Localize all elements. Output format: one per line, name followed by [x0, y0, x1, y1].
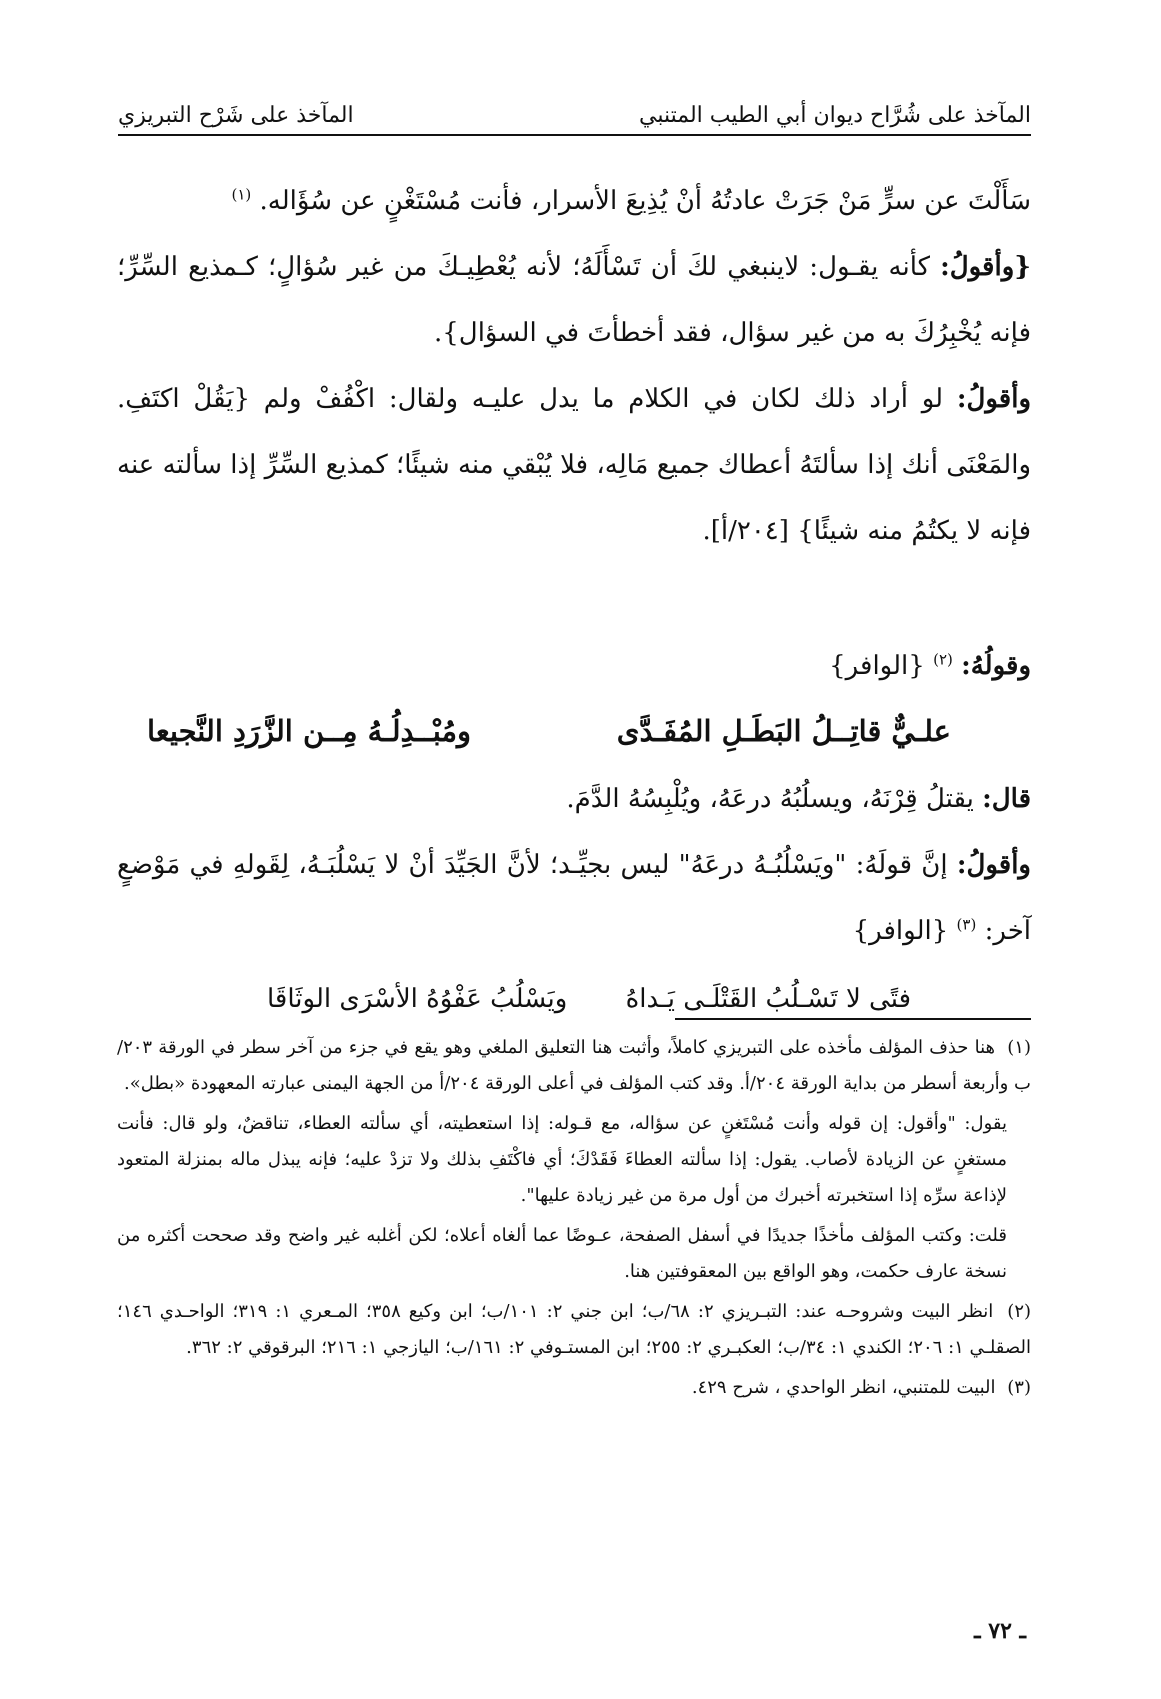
footnote-divider — [675, 1018, 1031, 1020]
footnote-1 — [117, 1030, 1031, 1102]
paragraph-5-lead: وأقولُ: — [956, 850, 1031, 880]
paragraph-4 — [117, 766, 1031, 832]
paragraph-4-text: يقتلُ قِرْنَهُ، ويسلُبُهُ درعَهُ، ويُلْبِسُهُ الدَّمَ. — [566, 784, 974, 814]
footnote-2-text: انظر البيت وشروحـه عند: التبـريزي ٢: ٦٨/ب؛ ابن جني ٢: ١٠١/ب؛ ابن وكيع ٣٥٨؛ المـعري ١: ٣١٩؛ الواحـدي ١٤٦؛ الصقلـي ١: ٢٠٦؛ الكندي ١: ٣٤/ب؛ العكبـري ٢: ٢٥٥؛ ابن المستـوفي ٢: ١٦١/ب؛ اليازجي ١: ٢١٦؛ البرقوقي ٢: ٣٦٢. — [117, 1301, 1031, 1358]
footnote-1-text: هنا حذف المؤلف مأخذه على التبريزي كاملاً، وأثبت هنا التعليق الملغي وهو يقع في جزء من آخر سطر في الورقة ٢٠٣/ب وأربعة أسطر من بداية الورقة ٢٠٤/أ. وقد كتب المؤلف في أعلى الورقة ٢٠٤/أ من الجهة اليمنى عبارته المعهودة «بطل». — [117, 1037, 1031, 1094]
paragraph-4-lead: قال: — [982, 784, 1031, 814]
footnote-3 — [117, 1370, 1031, 1406]
footnote-3-text: البيت للمتنبي، انظر الواحدي ، شرح ٤٢٩. — [691, 1377, 996, 1398]
paragraph-5-text: إنَّ قولَهُ: "ويَسْلُبُـهُ درعَهُ" ليس بجيِّـد؛ لأنَّ الجَيِّدَ أنْ لا يَسْلُبَـهُ، لِقَولهِ في مَوْضعٍ آخر: — [117, 850, 1031, 946]
footnote-1-note: قلت: وكتب المؤلف مأخذًا جديدًا في أسفل الصفحة، عـوضًا عما ألغاه أعلاه؛ لكن أغلبه غير واضح وقد صححت أكثره من نسخة عارف حكمت، وهو الواقع بين المعقوفتين هنا. — [117, 1225, 1007, 1282]
footnote-1-quote: يقول: "وأقول: إن قوله وأنت مُسْتَغنٍ عن سؤاله، مع قـوله: إذا استعطيته، أي سألته العطاء، تناقضٌ، ولو قال: فأنت مستغنٍ عن الزيادة لأصاب. يقول: إذا سألته العطاءَ فَقَدْكَ؛ أي فاكْتَفِ بذلك ولا تزدْ عليه؛ فإنه يبذل ماله بمنزلة المتعود لإذاعة سرِّه إذا استخبرته أخبرك من أول مرة من غير زيادة عليها". — [117, 1113, 1007, 1206]
main-text — [117, 168, 1031, 1034]
footnote-ref-2[interactable]: (٢) — [933, 650, 953, 669]
verse-intro — [117, 636, 1031, 696]
header-book-title: المآخذ على شُرَّاح ديوان أبي الطيب المتنبي — [639, 103, 1031, 128]
verse-intro-lead: وقولُهُ: — [961, 651, 1031, 681]
paragraph-3-lead: وأقولُ: — [956, 384, 1032, 414]
running-header — [118, 88, 1031, 128]
verse-meter-1: {الوافر} — [829, 651, 925, 681]
verse-meter-2: {الوافر} — [852, 916, 949, 946]
footnote-2 — [117, 1294, 1031, 1366]
page-number: ـ ٧٢ ـ — [974, 1618, 1026, 1644]
footnotes — [117, 1030, 1031, 1410]
section-gap — [117, 564, 1031, 636]
paragraph-5 — [117, 832, 1031, 964]
paragraph-2-lead: {وأقولُ: — [940, 252, 1031, 282]
verse-1-first-hemistich: علـيٌّ قاتِــلُ البَطَـلِ المُفَـدَّى — [616, 714, 951, 748]
paragraph-3 — [117, 366, 1031, 564]
paragraph-3-text: لو أراد ذلك لكان في الكلام ما يدل عليـه ولقال: اكْفُفْ ولم {يَقُلْ اكتَفِ. والمَعْنَى أنك إذا سألتَهُ أعطاك جميع مَالِه، فلا يُبْقي منه شيئًا؛ كمذيع السِّرِّ إذا سألته عنه فإنه لا يكتُمُ منه شيئًا} [٢٠٤/أ]. — [117, 384, 1031, 546]
verse-1-second-hemistich: ومُبْــدِلُـهُ مِــن الزَّرَدِ النَّجيعا — [147, 714, 472, 748]
header-divider — [118, 134, 1031, 136]
verse-line-2 — [117, 964, 1031, 1034]
paragraph-1-text: سَأَلْتَ عن سرٍّ مَنْ جَرَتْ عادتُهُ أنْ يُذِيعَ الأسرار، فأنت مُسْتَغْنٍ عن سُؤَاله. — [259, 186, 1031, 216]
paragraph-2-text: كأنه يقـول: لاينبغي لكَ أن تَسْأَلَهُ؛ لأنه يُعْطِيـكَ من غير سُؤالٍ؛ كـمذيع السِّرِّ؛ فإنه يُخْبِرُكَ به من غير سؤال، فقد أخطأتَ في السؤال}. — [117, 252, 1031, 348]
header-section-title: المآخذ على شَرْح التبريزي — [118, 103, 354, 128]
footnote-1-number: (١) — [1007, 1037, 1031, 1058]
footnote-ref-3[interactable]: (٣) — [956, 915, 977, 934]
paragraph-1 — [117, 168, 1031, 234]
verse-2-second-hemistich: ويَسْلُبُ عَفْوُهُ الأسْرَى الوثَاقَا — [267, 984, 568, 1014]
footnote-2-number: (٢) — [1007, 1301, 1032, 1322]
footnote-ref-1[interactable]: (١) — [231, 185, 252, 204]
footnote-3-number: (٣) — [1007, 1377, 1031, 1398]
verse-line-1 — [117, 696, 1031, 766]
paragraph-2 — [117, 234, 1031, 366]
verse-2-first-hemistich: فتًى لا تَسْـلُبُ القَتْلَـى يَـداهُ — [625, 984, 911, 1014]
